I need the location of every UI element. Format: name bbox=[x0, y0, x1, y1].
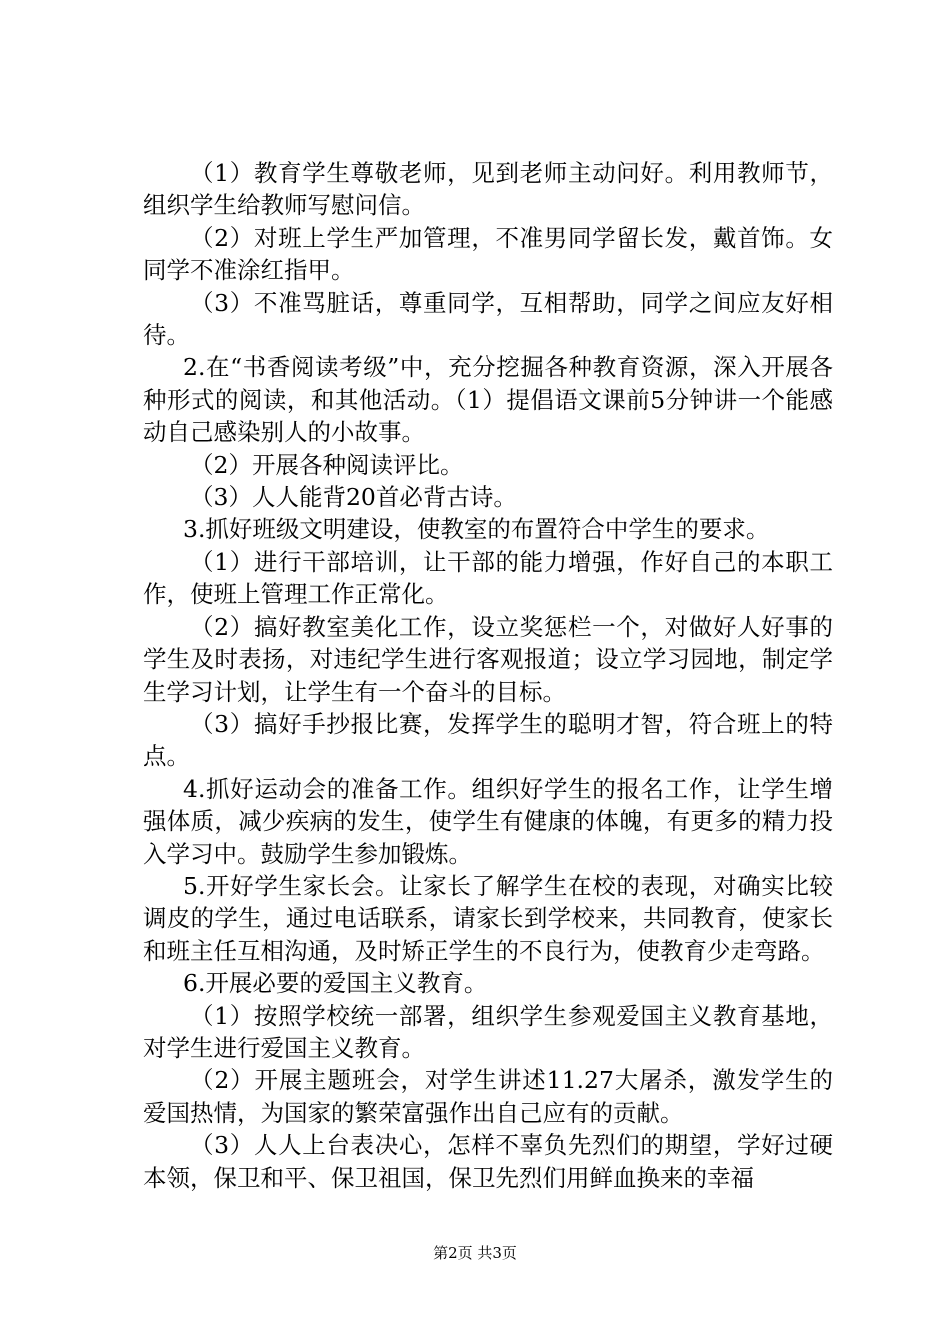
paragraph: 4.抓好运动会的准备工作。组织好学生的报名工作，让学生增强体质，减少疾病的发生，使学生有健康的体魄，有更多的精力投入学习中。鼓励学生参加锻炼。 bbox=[143, 774, 833, 868]
paragraph: （3）搞好手抄报比赛，发挥学生的聪明才智，符合班上的特点。 bbox=[143, 709, 833, 771]
paragraph: （2）开展各种阅读评比。 bbox=[190, 450, 464, 479]
paragraph: 3.抓好班级文明建设，使教室的布置符合中学生的要求。 bbox=[183, 515, 770, 544]
paragraph: 6.开展必要的爱国主义教育。 bbox=[183, 969, 488, 998]
paragraph: （1）教育学生尊敬老师，见到老师主动问好。利用教师节，组织学生给教师写慰问信。 bbox=[143, 159, 833, 220]
paragraph: （2）对班上学生严加管理，不准男同学留长发，戴首饰。女同学不准涂红指甲。 bbox=[143, 223, 833, 285]
page-number-footer: 第2页 共3页 bbox=[433, 1244, 517, 1262]
paragraph: （3）不准骂脏话，尊重同学，互相帮助，同学之间应友好相待。 bbox=[143, 288, 833, 350]
paragraph: （1）进行干部培训，让干部的能力增强，作好自己的本职工作，使班上管理工作正常化。 bbox=[143, 547, 833, 609]
paragraph: （2）开展主题班会，对学生讲述11.27大屠杀，激发学生的爱国热情，为国家的繁荣富强作出自己应有的贡献。 bbox=[143, 1066, 833, 1127]
document-body bbox=[143, 157, 833, 1194]
paragraph: （1）按照学校统一部署，组织学生参观爱国主义教育基地，对学生进行爱国主义教育。 bbox=[143, 1001, 833, 1062]
paragraph: （2）搞好教室美化工作，设立奖惩栏一个，对做好人好事的学生及时表扬，对违纪学生进行客观报道；设立学习园地，制定学生学习计划，让学生有一个奋斗的目标。 bbox=[143, 612, 833, 706]
paragraph: 5.开好学生家长会。让家长了解学生在校的表现，对确实比较调皮的学生，通过电话联系，请家长到学校来，共同教育，使家长和班主任互相沟通，及时矫正学生的不良行为，使教育少走弯路。 bbox=[143, 871, 833, 965]
paragraph: （3）人人能背20首必背古诗。 bbox=[190, 483, 517, 512]
paragraph: 2.在“书香阅读考级”中，充分挖掘各种教育资源，深入开展各种形式的阅读，和其他活动。（1）提倡语文课前5分钟讲一个能感动自己感染别人的小故事。 bbox=[143, 353, 833, 447]
paragraph: （3）人人上台表决心，怎样不辜负先烈们的期望，学好过硬本领，保卫和平、保卫祖国，保卫先烈们用鲜血换来的幸福 bbox=[143, 1131, 833, 1192]
